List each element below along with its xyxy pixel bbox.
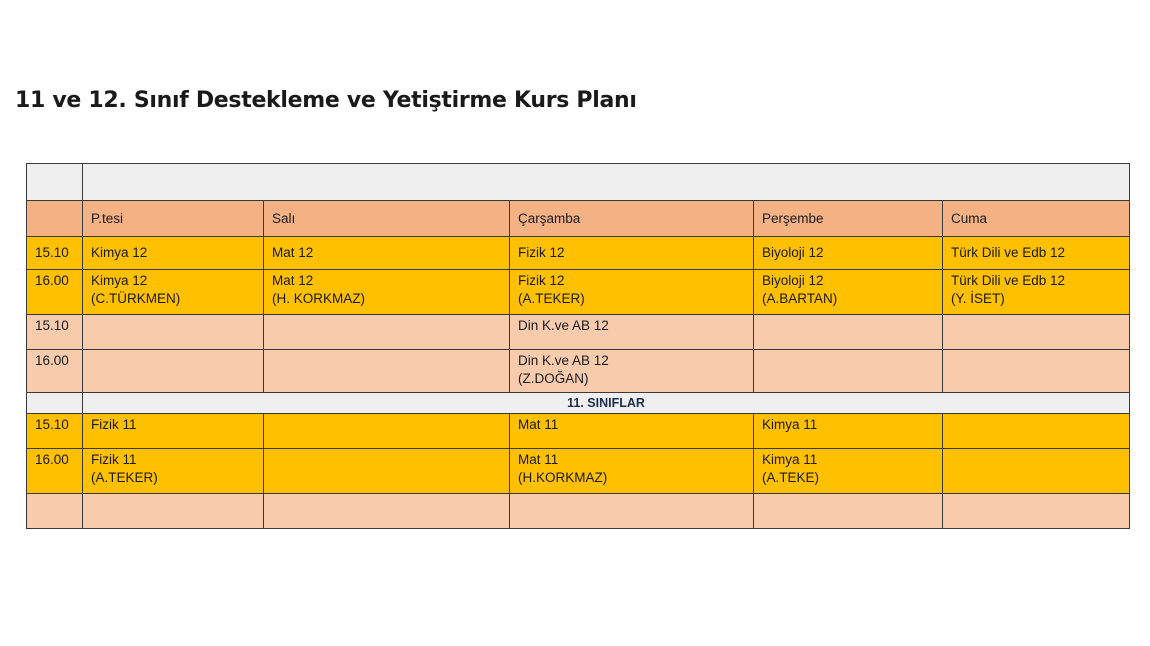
course-cell [943, 449, 1130, 494]
teacher-name: (Y. İSET) [951, 291, 1005, 306]
course-name: Fizik 11 [91, 417, 137, 432]
day-header-thursday: Perşembe [754, 201, 943, 237]
time-cell: 16.00 [27, 449, 83, 494]
empty-cell [83, 494, 264, 529]
teacher-name: (H.KORKMAZ) [518, 470, 608, 485]
course-name: Mat 11 [518, 452, 559, 467]
course-cell [754, 315, 943, 350]
teacher-name: (A.TEKER) [518, 291, 585, 306]
course-cell [510, 315, 754, 350]
page-title: 11 ve 12. Sınıf Destekleme ve Yetiştirme Kurs Planı [15, 88, 637, 113]
course-name: Din K.ve AB 12 [518, 318, 609, 333]
table-row [27, 414, 1130, 449]
table-row [27, 449, 1130, 494]
course-name: Türk Dili ve Edb 12 [951, 245, 1066, 260]
course-name: Kimya 11 [762, 417, 818, 432]
course-cell [510, 270, 754, 315]
course-schedule-table [26, 163, 1130, 529]
course-cell [83, 449, 264, 494]
course-cell [754, 414, 943, 449]
course-cell [510, 350, 754, 393]
course-cell [264, 315, 510, 350]
course-cell [510, 449, 754, 494]
blank-header-cell [83, 164, 1130, 201]
day-header-row [27, 201, 1130, 237]
teacher-name: (A.TEKER) [91, 470, 158, 485]
course-name: Kimya 12 [91, 273, 148, 288]
course-name: Türk Dili ve Edb 12 [951, 273, 1066, 288]
course-cell [943, 350, 1130, 393]
course-cell [943, 414, 1130, 449]
table-row [27, 270, 1130, 315]
empty-cell [510, 494, 754, 529]
course-cell [943, 315, 1130, 350]
course-cell [943, 270, 1130, 315]
time-cell: 15.10 [27, 315, 83, 350]
course-cell [754, 350, 943, 393]
time-cell: 16.00 [27, 350, 83, 393]
time-header-cell [27, 201, 83, 237]
course-name: Fizik 12 [518, 273, 565, 288]
day-header-friday: Cuma [943, 201, 1130, 237]
day-header-tuesday: Salı [264, 201, 510, 237]
course-cell [83, 237, 264, 270]
course-cell [264, 270, 510, 315]
time-cell: 16.00 [27, 270, 83, 315]
course-name: Biyoloji 12 [762, 245, 824, 260]
section-corner-cell [27, 393, 83, 414]
course-cell [943, 237, 1130, 270]
course-name: Mat 12 [272, 273, 314, 288]
teacher-name: (Z.DOĞAN) [518, 371, 589, 386]
course-name: Fizik 12 [518, 245, 565, 260]
course-cell [83, 350, 264, 393]
empty-cell [943, 494, 1130, 529]
course-name: Biyoloji 12 [762, 273, 824, 288]
day-header-monday: P.tesi [83, 201, 264, 237]
course-cell [754, 449, 943, 494]
course-cell [754, 270, 943, 315]
course-cell [264, 237, 510, 270]
course-cell [264, 350, 510, 393]
empty-cell [264, 494, 510, 529]
course-cell [264, 449, 510, 494]
empty-cell [754, 494, 943, 529]
course-name: Din K.ve AB 12 [518, 353, 609, 368]
time-cell: 15.10 [27, 414, 83, 449]
teacher-name: (C.TÜRKMEN) [91, 291, 181, 306]
table-row [27, 237, 1130, 270]
course-name: Mat 12 [272, 245, 314, 260]
day-header-wednesday: Çarşamba [510, 201, 754, 237]
corner-cell [27, 164, 83, 201]
section-header-row [27, 393, 1130, 414]
course-cell [83, 315, 264, 350]
course-cell [264, 414, 510, 449]
course-name: Kimya 11 [762, 452, 818, 467]
course-cell [754, 237, 943, 270]
course-name: Mat 11 [518, 417, 559, 432]
table-row [27, 350, 1130, 393]
teacher-name: (H. KORKMAZ) [272, 291, 365, 306]
empty-cell [27, 494, 83, 529]
table-row [27, 315, 1130, 350]
blank-header-row [27, 164, 1130, 201]
course-name: Fizik 11 [91, 452, 137, 467]
teacher-name: (A.TEKE) [762, 470, 820, 485]
course-cell [510, 237, 754, 270]
section-label-11: 11. SINIFLAR [83, 393, 1130, 414]
course-cell [510, 414, 754, 449]
course-cell [83, 270, 264, 315]
course-name: Kimya 12 [91, 245, 148, 260]
course-cell [83, 414, 264, 449]
empty-row [27, 494, 1130, 529]
time-cell: 15.10 [27, 237, 83, 270]
teacher-name: (A.BARTAN) [762, 291, 838, 306]
